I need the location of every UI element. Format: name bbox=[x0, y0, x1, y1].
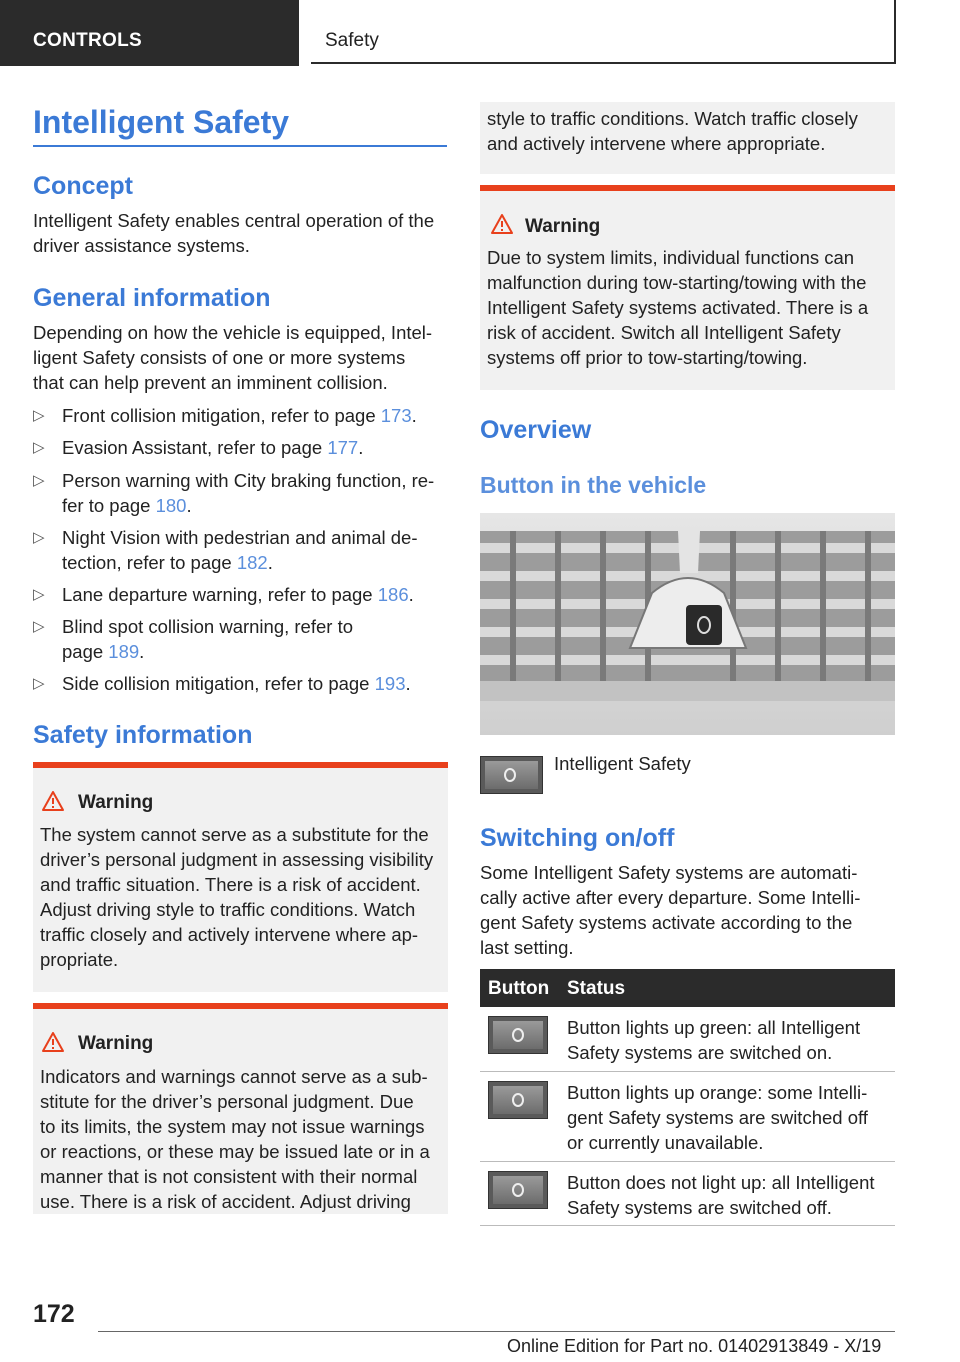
triangle-bullet-icon: ▷ bbox=[33, 439, 45, 456]
title-underline bbox=[33, 145, 447, 147]
page-link[interactable]: 189 bbox=[108, 641, 140, 662]
table-row: Button does not light up: all Intelligent Safety systems are switched off. bbox=[567, 1172, 875, 1218]
column-header-button: Button bbox=[488, 978, 550, 999]
list-item: ▷ Side collision mitigation, refer to page 193. bbox=[33, 673, 411, 694]
header-chapter-tab bbox=[311, 0, 896, 64]
footer-rule bbox=[98, 1331, 895, 1332]
table-header bbox=[480, 969, 895, 1007]
page-title: Intelligent Safety bbox=[33, 104, 290, 140]
switching-text: Some Intelligent Safety systems are automati- cally active after every departure. Some Intelli- gent Safety systems activate according to the last setting. bbox=[480, 862, 861, 958]
page-link[interactable]: 182 bbox=[236, 552, 268, 573]
warning-bar bbox=[33, 762, 448, 768]
warning-triangle-icon bbox=[41, 1031, 65, 1053]
row-divider bbox=[480, 1071, 895, 1072]
page-link[interactable]: 177 bbox=[327, 437, 359, 458]
switching-heading: Switching on/off bbox=[480, 824, 675, 852]
general-text: Depending on how the vehicle is equipped, Intel- ligent Safety consists of one or more systems that can help prevent an imminent collision. bbox=[33, 322, 433, 393]
warning-bar bbox=[33, 1003, 448, 1009]
button-status-icon bbox=[488, 1081, 548, 1119]
warning-title: Warning bbox=[78, 792, 154, 813]
list-item: ▷ Blind spot collision warning, refer to page 189. bbox=[33, 616, 354, 662]
button-caption: Intelligent Safety bbox=[554, 753, 691, 774]
row-divider bbox=[480, 1225, 895, 1226]
list-item: ▷ Front collision mitigation, refer to page 173. bbox=[33, 405, 417, 426]
list-item: ▷ Night Vision with pedestrian and animal de- tection, refer to page 182. bbox=[33, 527, 418, 573]
warning-text: Indicators and warnings cannot serve as a sub- stitute for the driver’s personal judgment. Due to its limits, the system may not issue warnings or reactions, or these may be issued late or in a manner that is not consistent with their normal use. There is a risk of accident. Adjust driving bbox=[40, 1066, 430, 1212]
triangle-bullet-icon: ▷ bbox=[33, 529, 45, 546]
header-section-label: CONTROLS bbox=[33, 30, 143, 51]
triangle-bullet-icon: ▷ bbox=[33, 407, 45, 424]
concept-text: Intelligent Safety enables central operation of the driver assistance systems. bbox=[33, 210, 435, 256]
safety-heading: Safety information bbox=[33, 721, 253, 749]
triangle-bullet-icon: ▷ bbox=[33, 472, 45, 489]
triangle-bullet-icon: ▷ bbox=[33, 675, 45, 692]
button-status-icon bbox=[488, 1171, 548, 1209]
warning-triangle-icon bbox=[490, 213, 514, 235]
page-link[interactable]: 180 bbox=[155, 495, 187, 516]
page-number: 172 bbox=[33, 1300, 75, 1328]
warning-box bbox=[480, 185, 895, 390]
row-divider bbox=[480, 1161, 895, 1162]
warning-box bbox=[33, 1003, 448, 1214]
list-item: ▷ Person warning with City braking function, re- fer to page 180. bbox=[33, 470, 435, 516]
page-link[interactable]: 186 bbox=[377, 584, 409, 605]
warning-text: Due to system limits, individual functions can malfunction during tow-starting/towing with the Intelligent Safety systems activated. There is a risk of accident. Switch all Intelligent Safety systems off prior to tow-starting/towing. bbox=[487, 247, 869, 368]
intelligent-safety-button-icon bbox=[480, 756, 543, 794]
warning-title: Warning bbox=[525, 216, 601, 237]
warning-box bbox=[33, 762, 448, 992]
warning-title: Warning bbox=[78, 1033, 154, 1054]
column-header-status: Status bbox=[567, 978, 626, 999]
triangle-bullet-icon: ▷ bbox=[33, 586, 45, 603]
warning-triangle-icon bbox=[41, 790, 65, 812]
list-item: ▷ Evasion Assistant, refer to page 177. bbox=[33, 437, 364, 458]
warning-bar bbox=[480, 185, 895, 191]
warning-continued-box bbox=[480, 102, 895, 174]
vehicle-button-photo bbox=[480, 513, 895, 735]
button-status-icon bbox=[488, 1016, 548, 1054]
page-link[interactable]: 193 bbox=[374, 673, 406, 694]
header-section-tab bbox=[0, 0, 299, 66]
table-row: Button lights up green: all Intelligent Safety systems are switched on. bbox=[567, 1017, 861, 1063]
page-link[interactable]: 173 bbox=[380, 405, 412, 426]
general-heading: General information bbox=[33, 284, 271, 312]
warning-text: The system cannot serve as a substitute for the driver’s personal judgment in assessing visibility and traffic situation. There is a risk of accident. Adjust driving style to traffic conditions. Watch traffic closely and actively intervene where ap- propriate. bbox=[40, 824, 434, 970]
overview-heading: Overview bbox=[480, 416, 592, 444]
list-item: ▷ Lane departure warning, refer to page 186. bbox=[33, 584, 414, 605]
footer-edition: Online Edition for Part no. 01402913849 - X/19 bbox=[507, 1336, 882, 1356]
overview-subheading: Button in the vehicle bbox=[480, 472, 707, 498]
header-chapter-label: Safety bbox=[325, 30, 379, 51]
table-row: Button lights up orange: some Intelli- gent Safety systems are switched off or currently unavailable. bbox=[567, 1082, 868, 1153]
triangle-bullet-icon: ▷ bbox=[33, 618, 45, 635]
concept-heading: Concept bbox=[33, 172, 133, 200]
warning-text: style to traffic conditions. Watch traffic closely and actively intervene where appropriate. bbox=[487, 108, 858, 154]
